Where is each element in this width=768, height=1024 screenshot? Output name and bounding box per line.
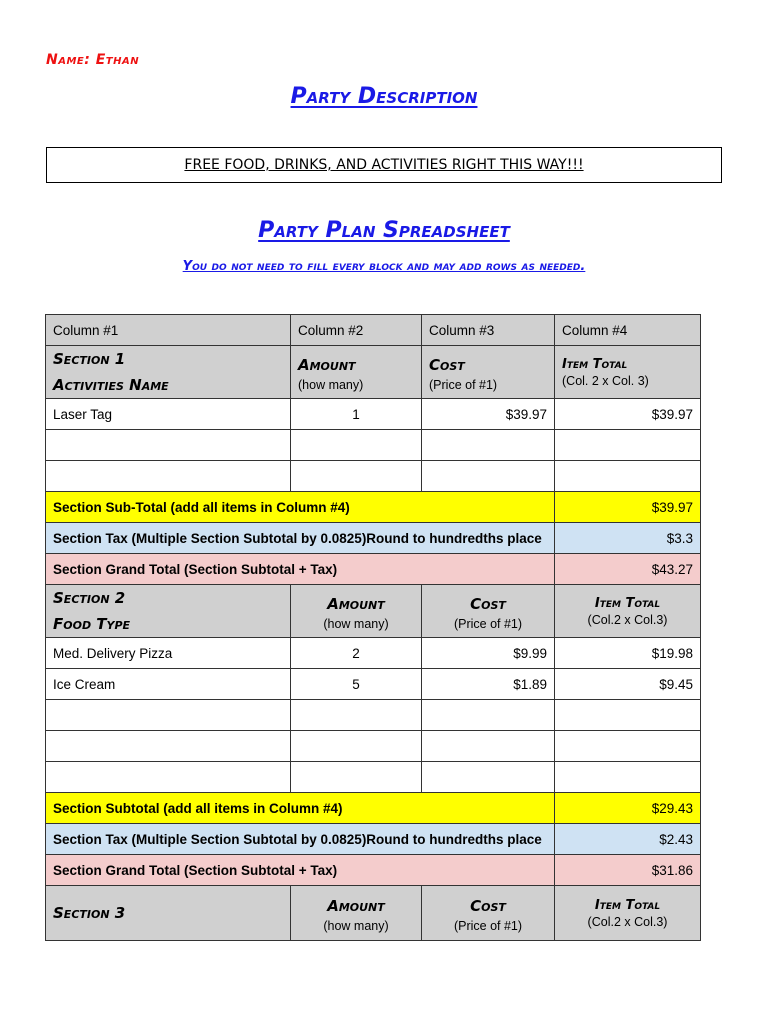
empty-table-row[interactable]: [46, 430, 701, 461]
section2-amount-label: Amount: [327, 595, 385, 613]
total-cell[interactable]: [555, 461, 701, 492]
total-cell[interactable]: $39.97: [555, 399, 701, 430]
section2-subtotal-label: Section Subtotal (add all items in Column #4): [46, 793, 555, 824]
total-cell[interactable]: [555, 731, 701, 762]
section1-cost-sub: (Price of #1): [429, 378, 498, 392]
item-cell[interactable]: [46, 731, 291, 762]
item-cell[interactable]: [46, 700, 291, 731]
cost-cell[interactable]: $9.99: [422, 638, 555, 669]
section1-total-label: Item Total: [562, 357, 628, 372]
section1-title: Section 1: [53, 350, 126, 368]
item-cell[interactable]: Ice Cream: [46, 669, 291, 700]
column-header-3: Column #3: [422, 315, 555, 346]
section2-cost-label: Cost: [470, 595, 506, 613]
section2-total-label: Item Total: [594, 596, 661, 611]
cost-cell[interactable]: [422, 762, 555, 793]
item-cell[interactable]: [46, 762, 291, 793]
section2-total-header: [555, 585, 701, 638]
cost-cell[interactable]: $1.89: [422, 669, 555, 700]
section1-cost-label: Cost: [429, 356, 465, 374]
section2-grand-total-row: [46, 855, 701, 886]
amount-cell[interactable]: 2: [291, 638, 422, 669]
section3-cost-header: [422, 886, 555, 941]
section1-amount-header: [291, 346, 422, 399]
party-description-text: FREE FOOD, DRINKS, AND ACTIVITIES RIGHT THIS WAY!!!: [184, 157, 584, 173]
section1-total-header: [555, 346, 701, 399]
section3-total-header: [555, 886, 701, 941]
section3-name-header: [46, 886, 291, 941]
section3-header-row: [46, 886, 701, 941]
party-plan-table: [45, 314, 701, 941]
total-cell[interactable]: [555, 762, 701, 793]
section3-amount-header: [291, 886, 422, 941]
instructions-text: You do not need to fill every block and may add rows as needed.: [182, 259, 586, 274]
amount-cell[interactable]: [291, 461, 422, 492]
section1-grand-total-label: Section Grand Total (Section Subtotal + Tax): [46, 554, 555, 585]
item-cell[interactable]: Med. Delivery Pizza: [46, 638, 291, 669]
table-row[interactable]: [46, 399, 701, 430]
section2-cost-header: [422, 585, 555, 638]
section1-amount-sub: (how many): [298, 378, 364, 392]
section3-title: Section 3: [53, 904, 126, 922]
item-cell[interactable]: [46, 430, 291, 461]
table-row[interactable]: [46, 669, 701, 700]
section2-tax-label: Section Tax (Multiple Section Subtotal by 0.0825)Round to hundredths place: [46, 824, 555, 855]
empty-table-row[interactable]: [46, 731, 701, 762]
section2-subtitle: Food Type: [53, 615, 131, 633]
section1-subtitle: Activities Name: [53, 376, 169, 394]
amount-cell[interactable]: 5: [291, 669, 422, 700]
column-header-2: Column #2: [291, 315, 422, 346]
section2-total-sub: (Col.2 x Col.3): [587, 613, 668, 627]
section1-grand-total-value[interactable]: $43.27: [555, 554, 701, 585]
column-header-4: Column #4: [555, 315, 701, 346]
section2-subtotal-row: [46, 793, 701, 824]
section2-name-header: [46, 585, 291, 638]
total-cell[interactable]: $9.45: [555, 669, 701, 700]
section2-tax-value[interactable]: $2.43: [555, 824, 701, 855]
section1-tax-label: Section Tax (Multiple Section Subtotal by 0.0825)Round to hundredths place: [46, 523, 555, 554]
cost-cell[interactable]: [422, 461, 555, 492]
item-cell[interactable]: Laser Tag: [46, 399, 291, 430]
section1-total-sub: (Col. 2 x Col. 3): [562, 374, 649, 388]
section2-amount-header: [291, 585, 422, 638]
section1-cost-header: [422, 346, 555, 399]
empty-table-row[interactable]: [46, 461, 701, 492]
section2-grand-total-value[interactable]: $31.86: [555, 855, 701, 886]
section3-total-label: Item Total: [594, 898, 661, 913]
section1-header-row: [46, 346, 701, 399]
cost-cell[interactable]: $39.97: [422, 399, 555, 430]
amount-cell[interactable]: [291, 731, 422, 762]
section1-subtotal-value[interactable]: $39.97: [555, 492, 701, 523]
student-name: Name: Ethan: [46, 52, 140, 68]
section1-tax-value[interactable]: $3.3: [555, 523, 701, 554]
section2-header-row: [46, 585, 701, 638]
section3-total-sub: (Col.2 x Col.3): [587, 915, 668, 929]
column-header-row: [46, 315, 701, 346]
section3-cost-sub: (Price of #1): [453, 919, 523, 933]
empty-table-row[interactable]: [46, 700, 701, 731]
section1-amount-label: Amount: [298, 356, 356, 374]
total-cell[interactable]: [555, 430, 701, 461]
section2-grand-total-label: Section Grand Total (Section Subtotal + Tax): [46, 855, 555, 886]
empty-table-row[interactable]: [46, 762, 701, 793]
total-cell[interactable]: $19.98: [555, 638, 701, 669]
cost-cell[interactable]: [422, 700, 555, 731]
section1-subtotal-label: Section Sub-Total (add all items in Column #4): [46, 492, 555, 523]
column-header-1: Column #1: [46, 315, 291, 346]
section2-title: Section 2: [53, 589, 126, 607]
amount-cell[interactable]: 1: [291, 399, 422, 430]
section2-amount-sub: (how many): [323, 617, 389, 631]
party-description-box[interactable]: [46, 147, 722, 183]
total-cell[interactable]: [555, 700, 701, 731]
section1-subtotal-row: [46, 492, 701, 523]
cost-cell[interactable]: [422, 430, 555, 461]
section1-name-header: [46, 346, 291, 399]
section2-cost-sub: (Price of #1): [453, 617, 523, 631]
spreadsheet-title: Party Plan Spreadsheet: [258, 218, 510, 243]
table-row[interactable]: [46, 638, 701, 669]
amount-cell[interactable]: [291, 762, 422, 793]
party-description-title: Party Description: [290, 84, 478, 109]
amount-cell[interactable]: [291, 430, 422, 461]
section1-grand-total-row: [46, 554, 701, 585]
section2-subtotal-value[interactable]: $29.43: [555, 793, 701, 824]
section3-amount-label: Amount: [327, 897, 385, 915]
section2-tax-row: [46, 824, 701, 855]
section1-tax-row: [46, 523, 701, 554]
item-cell[interactable]: [46, 461, 291, 492]
section3-amount-sub: (how many): [323, 919, 389, 933]
amount-cell[interactable]: [291, 700, 422, 731]
section3-cost-label: Cost: [470, 897, 506, 915]
cost-cell[interactable]: [422, 731, 555, 762]
